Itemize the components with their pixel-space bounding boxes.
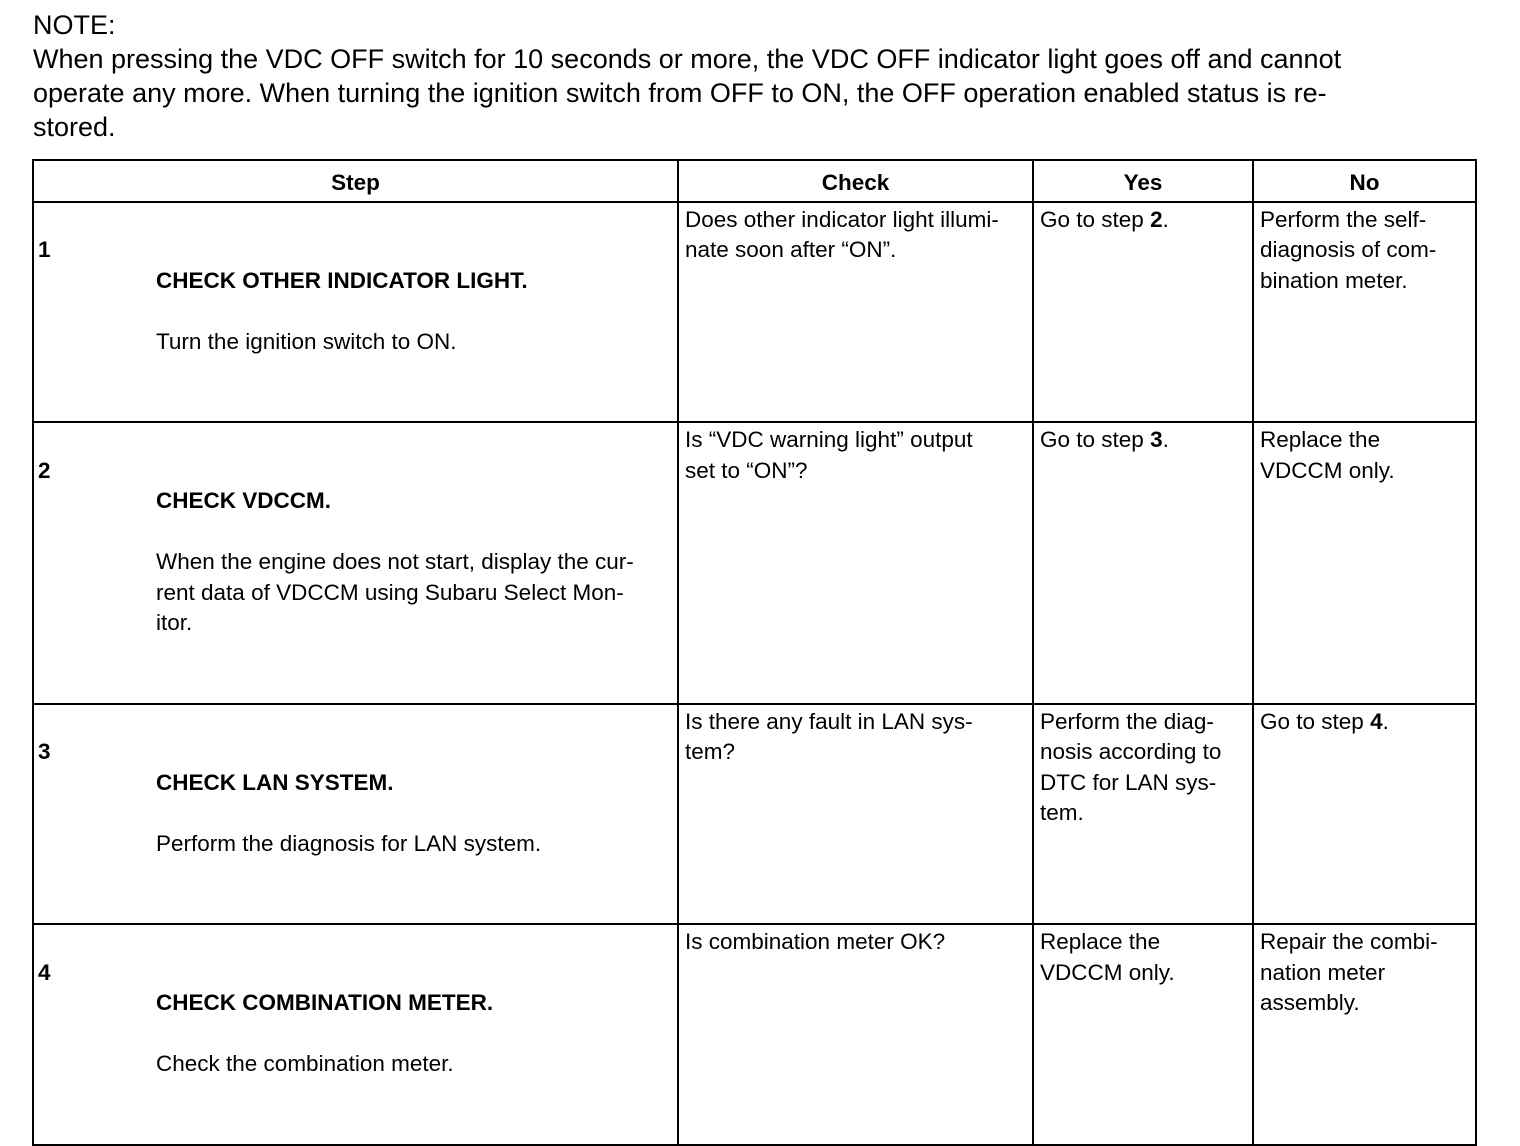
table-header-row: [33, 160, 1476, 202]
step-cell: [33, 924, 678, 1145]
step-title: CHECK LAN SYSTEM.: [156, 769, 394, 795]
check-cell: Is there any fault in LAN sys- tem?: [678, 704, 1033, 925]
yes-text: Go to step: [1040, 206, 1151, 232]
note-heading: NOTE:: [33, 10, 116, 40]
step-title: CHECK OTHER INDICATOR LIGHT.: [156, 267, 528, 293]
yes-step-ref: 2: [1150, 206, 1163, 232]
yes-text: Go to step: [1040, 427, 1151, 452]
step-number: 2: [38, 457, 51, 483]
no-text: Repair the combi- nation meter assembly.: [1260, 929, 1438, 1015]
step-number: 3: [38, 739, 51, 764]
diagnostic-table: [32, 159, 1477, 1146]
step-description: Turn the ignition switch to ON.: [156, 328, 457, 354]
table-row: [33, 704, 1476, 925]
no-suffix: .: [1382, 708, 1389, 734]
step-number: 1: [38, 237, 51, 262]
yes-suffix: .: [1162, 427, 1169, 452]
check-cell: Is “VDC warning light” output set to “ON”?: [678, 422, 1033, 704]
step-description: Check the combination meter.: [156, 1051, 454, 1076]
yes-cell: [1033, 924, 1253, 1145]
yes-text: Replace the VDCCM only.: [1040, 929, 1175, 985]
check-cell: Is combination meter OK?: [678, 924, 1033, 1145]
step-description: When the engine does not start, display the cur- rent data of VDCCM using Subaru Select Mon- itor.: [156, 549, 634, 635]
yes-cell: [1033, 202, 1253, 423]
no-text: Go to step: [1260, 708, 1371, 734]
yes-text: Perform the diag- nosis according to DTC for LAN sys- tem.: [1040, 708, 1222, 825]
yes-cell: [1033, 422, 1253, 704]
header-yes: Yes: [1033, 160, 1253, 202]
note-body: When pressing the VDC OFF switch for 10 seconds or more, the VDC OFF indicator light goes off and cannot operate any more. When turning the ignition switch from OFF to ON, the OFF operation enabled status is re- stored.: [33, 44, 1342, 142]
table-row: [33, 422, 1476, 704]
check-cell: Does other indicator light illumi- nate soon after “ON”.: [678, 202, 1033, 423]
step-description: Perform the diagnosis for LAN system.: [156, 830, 542, 856]
step-cell: [33, 202, 678, 423]
step-cell: [33, 422, 678, 704]
table-row: [33, 202, 1476, 423]
yes-step-ref: 3: [1150, 427, 1163, 452]
no-text: Perform the self- diagnosis of com- bination meter.: [1260, 206, 1437, 293]
note-block: [33, 8, 1483, 144]
no-cell: [1253, 202, 1476, 423]
no-cell: [1253, 422, 1476, 704]
step-title: CHECK COMBINATION METER.: [156, 990, 494, 1015]
no-cell: [1253, 704, 1476, 925]
table-row: [33, 924, 1476, 1145]
yes-cell: [1033, 704, 1253, 925]
step-cell: [33, 704, 678, 925]
header-check: Check: [678, 160, 1033, 202]
no-step-ref: 4: [1370, 708, 1383, 734]
no-text: Replace the VDCCM only.: [1260, 427, 1395, 483]
header-step: Step: [33, 160, 678, 202]
yes-suffix: .: [1162, 206, 1169, 232]
step-title: CHECK VDCCM.: [156, 488, 332, 513]
no-cell: [1253, 924, 1476, 1145]
header-no: No: [1253, 160, 1476, 202]
step-number: 4: [38, 959, 51, 985]
